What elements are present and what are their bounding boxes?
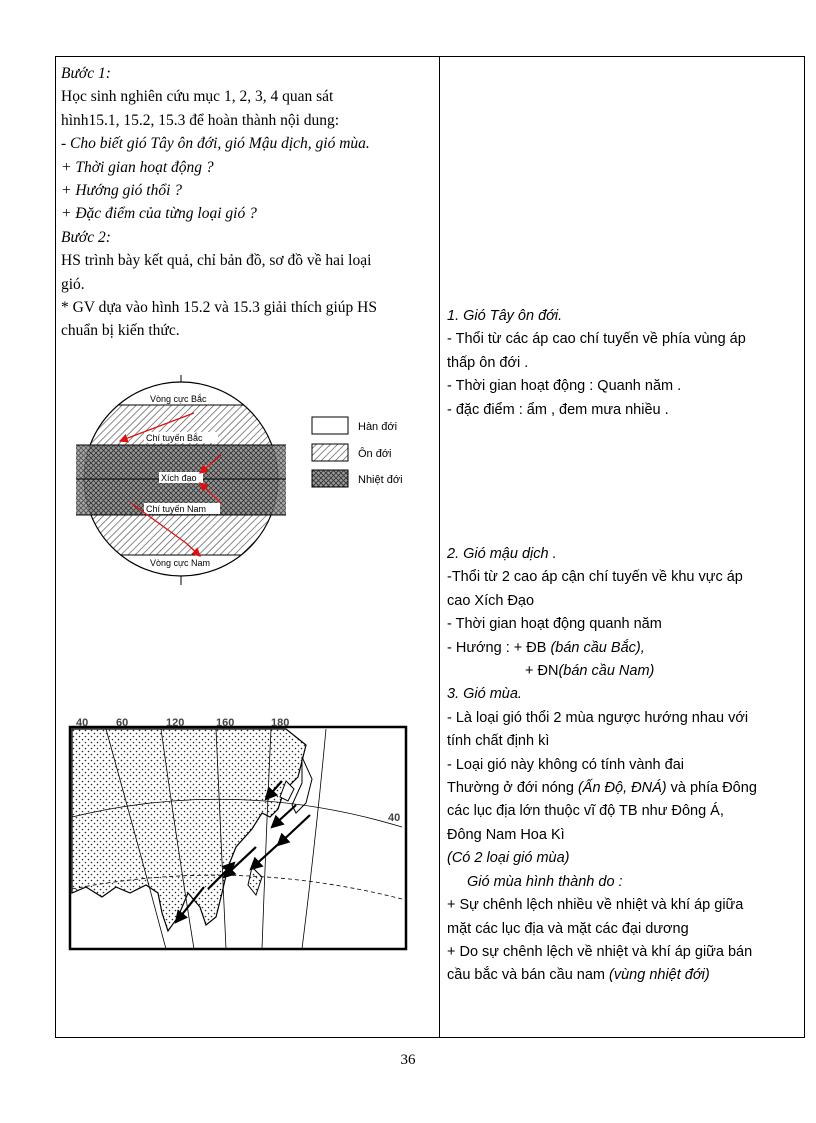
section-trade-winds [447,543,757,988]
step1-question1: - Cho biết gió Tây ôn đới, gió Mậu dịch, gió mùa. [61,135,370,153]
trade-winds-direction: - Hướng : + ĐB [447,639,551,656]
left-column [61,62,433,343]
map-tick-180: 180 [271,717,290,729]
trade-winds-line1: -Thổi từ 2 cao áp cận chí tuyến về khu vực áp [447,569,743,586]
label-tropic-south: Chí tuyến Nam [146,504,207,514]
trade-winds-line4 [447,637,757,660]
step1-question3: + Hướng gió thổi ? [61,182,183,200]
step2-line2: gió. [61,275,85,293]
trade-winds-hemisphere-south: (bán cầu Nam) [558,663,655,680]
monsoon-line12-b: (vùng nhiệt đới) [609,967,710,984]
monsoon-title: 3. Gió mùa. [447,686,522,703]
step2-line1: HS trình bày kết quả, chỉ bản đồ, sơ đồ về hai loại [61,252,372,270]
trade-winds-line2: cao Xích Đạo [447,592,535,609]
section-westerlies [447,305,746,422]
map-tick-160: 160 [216,717,235,729]
legend-label-temperate: Ôn đới [358,448,392,460]
step1-line2: hình15.1, 15.2, 15.3 để hoàn thành nội dung: [61,111,340,129]
monsoon-line4-c: và phía Đông [666,780,757,797]
step2-title: Bước 2: [61,228,111,246]
map-tick-40: 40 [76,717,89,729]
monsoon-line12 [447,964,757,987]
monsoon-line11: + Do sự chênh lệch về nhiệt và khí áp giữa bán [447,943,753,960]
label-tropic-north: Chí tuyến Bắc [146,433,203,443]
westerlies-line1: - Thổi từ các áp cao chí tuyến về phía vùng áp [447,331,746,348]
page-number: 36 [400,1052,416,1068]
legend-swatch-cold [312,417,348,434]
westerlies-line2: thấp ôn đới . [447,354,529,371]
monsoon-map [66,717,410,951]
label-antarctic-circle: Vòng cực Nam [150,558,211,568]
globe-wind-diagram [76,373,416,588]
westerlies-title: 1. Gió Tây ôn đới. [447,308,563,324]
trade-winds-direction-south: + ĐN [525,663,559,680]
step2-line4: chuẩn bị kiến thức. [61,322,180,340]
trade-winds-title: 2. Gió mậu dịch . [447,546,557,562]
monsoon-line1: - Là loại gió thổi 2 mùa ngược hướng nhau với [447,709,749,726]
content-table [55,56,805,1038]
step2-line3: * GV dựa vào hình 15.2 và 15.3 giải thích giúp HS [61,299,377,317]
monsoon-line4-a: Thường ở đới nóng [447,780,578,797]
step1-title: Bước 1: [61,65,111,82]
monsoon-line6: Đông Nam Hoa Kì [447,826,565,843]
legend-swatch-tropical [312,470,348,487]
trade-winds-line3: - Thời gian hoạt động quanh năm [447,616,662,633]
legend-label-cold: Hàn đới [358,421,398,433]
monsoon-line5: các lục địa lớn thuộc vĩ độ TB như Đông Á, [447,803,724,820]
legend-swatch-temperate [312,444,348,461]
legend-label-tropical: Nhiệt đới [358,474,403,486]
monsoon-line2: tính chất định kì [447,733,550,750]
westerlies-line4: - đặc điểm : ẩm , đem mưa nhiều . [447,401,669,418]
label-equator: Xích đạo [161,473,197,483]
monsoon-line10: mặt các lục địa và mặt các đại dương [447,920,689,937]
monsoon-line8: Gió mùa hình thành do : [467,873,623,890]
trade-winds-line5 [447,660,757,683]
column-divider [439,57,440,1037]
step1-question2: + Thời gian hoạt động ? [61,158,214,176]
monsoon-line9: + Sự chênh lệch nhiều về nhiệt và khí áp giữa [447,897,744,914]
step1-question4: + Đặc điểm của từng loại gió ? [61,205,257,223]
westerlies-line3: - Thời gian hoạt động : Quanh năm . [447,378,682,395]
monsoon-line4 [447,777,757,800]
trade-winds-hemisphere-north: (bán cầu Bắc), [550,639,645,656]
monsoon-line12-a: cầu bắc và bán cầu nam [447,967,610,984]
map-tick-60: 60 [116,717,129,729]
step1-line1: Học sinh nghiên cứu mục 1, 2, 3, 4 quan sát [61,88,334,106]
label-arctic-circle: Vòng cực Bắc [150,394,207,404]
monsoon-line4-regions: (Ấn Độ, ĐNÁ) [577,780,667,797]
monsoon-line3: - Loại gió này không có tính vành đai [447,756,684,773]
map-tick-120: 120 [166,717,185,729]
monsoon-line7: (Có 2 loại gió mùa) [447,850,570,867]
map-lat-40: 40 [388,812,401,824]
